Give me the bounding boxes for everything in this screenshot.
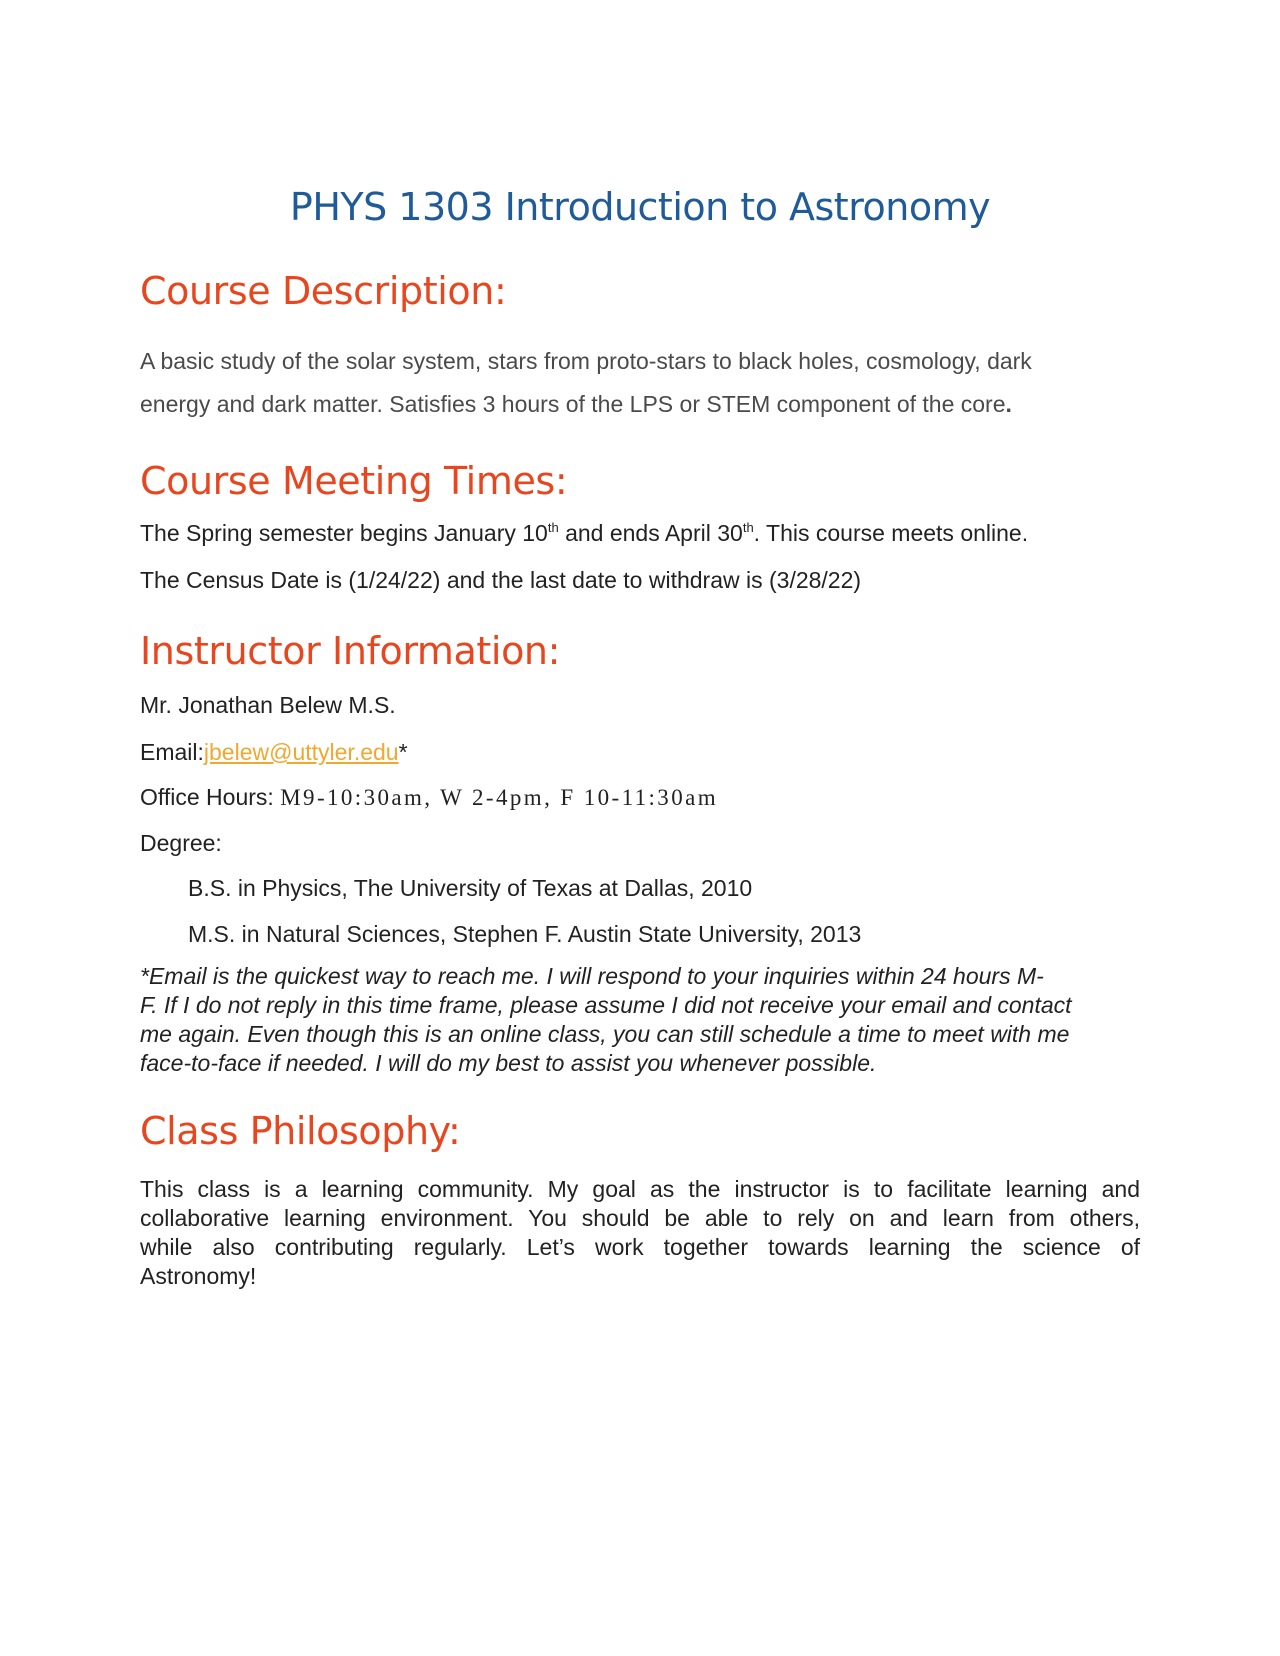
meeting-line-1-part-b: and ends April 30 <box>558 520 743 546</box>
email-note-line-1: *Email is the quickest way to reach me. I will respond to your inquiries within 24 hours M- <box>140 963 1044 989</box>
course-description-heading: Course Description: <box>140 269 507 313</box>
office-hours-value: M9-10:30am, W 2-4pm, F 10-11:30am <box>280 785 718 810</box>
degree-label: Degree: <box>140 830 222 856</box>
meeting-times-line-2: The Census Date is (1/24/22) and the last date to withdraw is (3/28/22) <box>140 567 862 593</box>
philosophy-line-3: while also contributing regularly. Let’s work together towards learning the science of <box>140 1234 1140 1260</box>
philosophy-line-2: collaborative learning environment. You should be able to rely on and learn from others, <box>140 1205 1140 1231</box>
course-description-line-2-text: energy and dark matter. Satisfies 3 hours of the LPS or STEM component of the core <box>140 391 1006 417</box>
philosophy-line-1: This class is a learning community. My goal as the instructor is to facilitate learning and <box>140 1176 1140 1202</box>
instructor-name: Mr. Jonathan Belew M.S. <box>140 692 396 718</box>
philosophy-heading: Class Philosophy: <box>140 1109 461 1153</box>
email-note-line-4: face-to-face if needed. I will do my best to assist you whenever possible. <box>140 1050 877 1076</box>
page-title: PHYS 1303 Introduction to Astronomy <box>289 185 991 229</box>
instructor-heading: Instructor Information: <box>140 629 561 673</box>
meeting-line-1-sup-1: th <box>547 520 559 535</box>
meeting-line-1-sup-2: th <box>742 520 754 535</box>
meeting-line-1-part-c: . This course meets online. <box>753 520 1029 546</box>
email-asterisk: * <box>398 739 408 765</box>
meeting-times-heading: Course Meeting Times: <box>140 459 568 503</box>
email-note-line-2: F. If I do not reply in this time frame, please assume I did not receive your email and contact <box>140 992 1072 1018</box>
email-note-line-3: me again. Even though this is an online class, you can still schedule a time to meet with me <box>140 1021 1070 1047</box>
office-hours-label: Office Hours: <box>140 784 281 810</box>
philosophy-line-4: Astronomy! <box>140 1263 257 1289</box>
course-description-line-2 <box>140 393 1012 416</box>
course-description-period: . <box>1005 391 1012 417</box>
course-description-line-1: A basic study of the solar system, stars from proto-stars to black holes, cosmology, dark <box>140 348 1032 374</box>
degree-item-ms: M.S. in Natural Sciences, Stephen F. Austin State University, 2013 <box>188 921 862 947</box>
email-link[interactable]: jbelew@uttyler.edu <box>203 739 399 765</box>
instructor-email-line <box>140 741 408 764</box>
meeting-times-line-1 <box>140 522 1028 545</box>
meeting-line-1-part-a: The Spring semester begins January 10 <box>140 520 548 546</box>
office-hours-line <box>140 786 718 809</box>
email-label: Email: <box>140 739 204 765</box>
degree-item-bs: B.S. in Physics, The University of Texas at Dallas, 2010 <box>188 875 753 901</box>
